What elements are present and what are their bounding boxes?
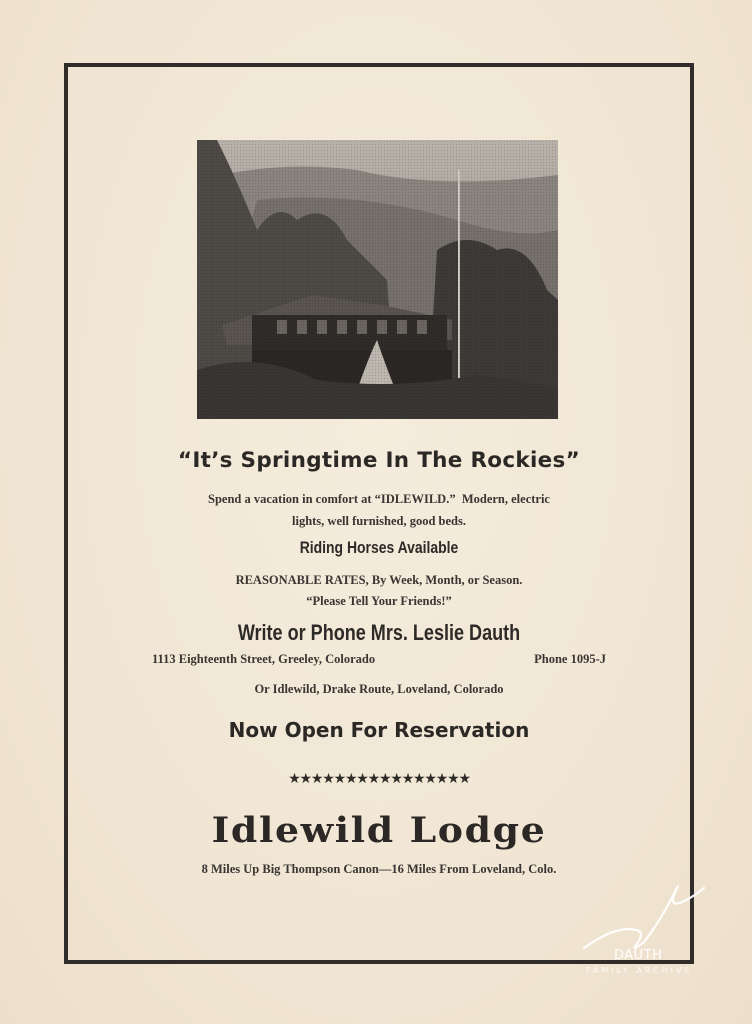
rates-text bbox=[68, 570, 690, 612]
location-tagline: 8 Miles Up Big Thompson Canon—16 Miles From Loveland, Colo. bbox=[201, 862, 557, 876]
photo-lodge-icon bbox=[197, 140, 558, 419]
signature-flourish-icon bbox=[576, 870, 706, 960]
watermark-name: DAUTH bbox=[614, 948, 663, 963]
watermark-subtitle: FAMILY ARCHIVE bbox=[586, 966, 693, 975]
intro-text bbox=[68, 488, 690, 532]
intro-line-2: lights, well furnished, good beds. bbox=[292, 514, 466, 528]
contact-heading: Write or Phone Mrs. Leslie Dauth bbox=[237, 620, 521, 645]
open-for-reservation: Now Open For Reservation bbox=[228, 718, 530, 742]
intro-line-1: Spend a vacation in comfort at “IDLEWILD.” Modern, electric bbox=[208, 492, 550, 506]
lodge-photo bbox=[197, 140, 558, 419]
street-address: 1113 Eighteenth Street, Greeley, Colorado bbox=[152, 652, 376, 666]
headline: “It’s Springtime In The Rockies” bbox=[177, 448, 581, 473]
friends-line: “Please Tell Your Friends!” bbox=[306, 594, 452, 608]
phone-number: Phone 1095-J bbox=[534, 652, 606, 666]
riding-horses-heading: Riding Horses Available bbox=[299, 538, 459, 557]
alternate-address: Or Idlewild, Drake Route, Loveland, Colorado bbox=[254, 682, 504, 696]
archive-watermark bbox=[576, 870, 706, 980]
star-divider-icon: ★★★★★★★★★★★★★★★★ bbox=[288, 771, 470, 787]
riding-heading-wrap bbox=[68, 538, 690, 558]
lodge-name-title: Idlewild Lodge bbox=[211, 810, 547, 851]
contact-heading-wrap bbox=[68, 620, 690, 646]
rates-line: REASONABLE RATES, By Week, Month, or Season. bbox=[235, 573, 523, 587]
